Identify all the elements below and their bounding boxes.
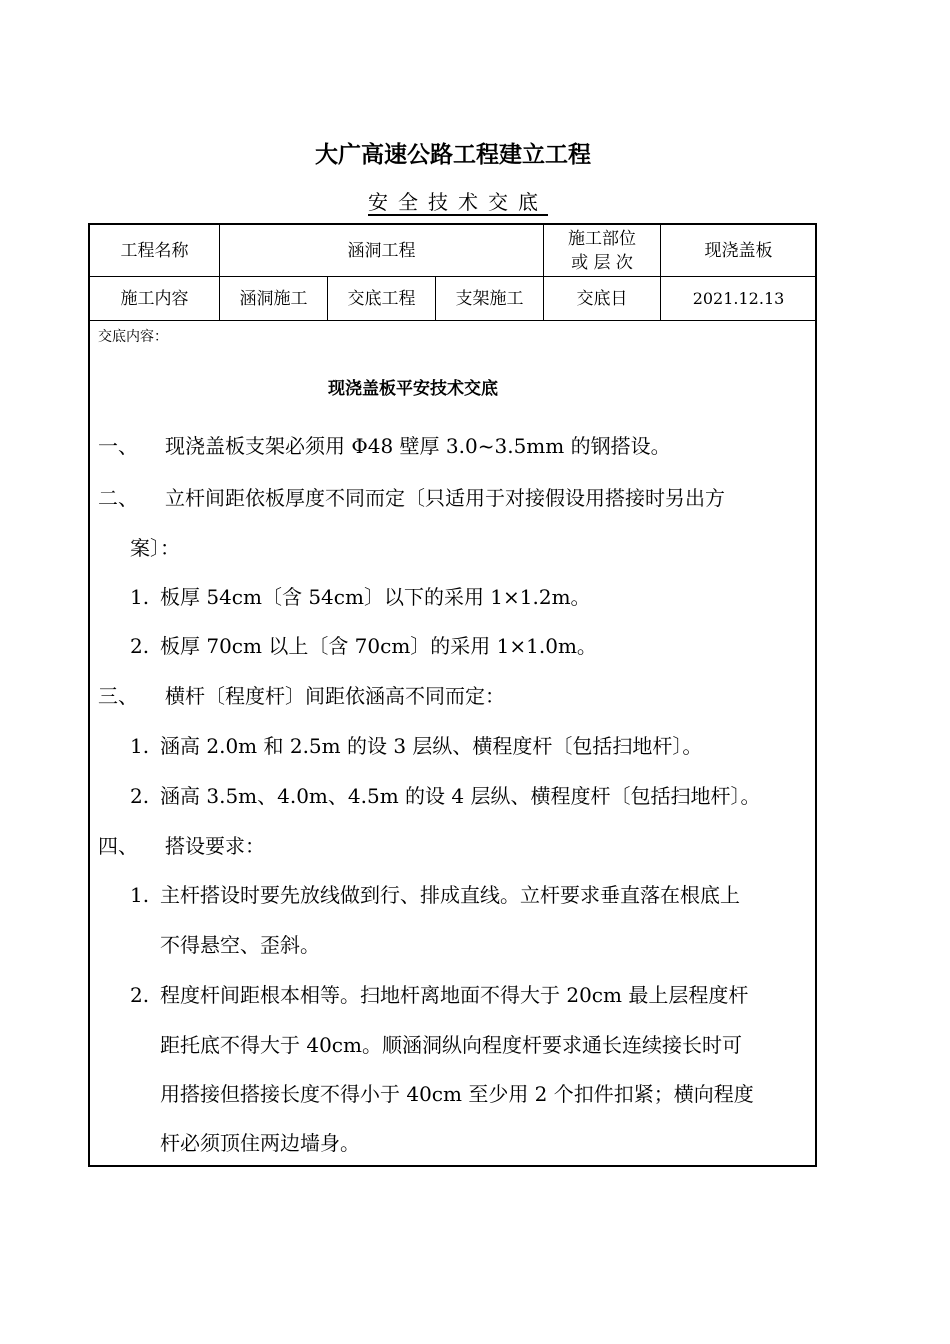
- section-3-item-2-number: 2.: [130, 784, 150, 808]
- disclosure-project-value: 支架施工: [455, 288, 524, 309]
- content-title: 现浇盖板平安技术交底: [328, 379, 498, 399]
- construction-location-label: [544, 225, 660, 276]
- section-2-text-line1: 立杆间距依板厚度不同而定〔只适用于对接假设用搭接时另出方: [165, 486, 725, 510]
- section-2-item-1-number: 1.: [130, 585, 150, 609]
- section-4-item-1-number: 1.: [130, 883, 150, 907]
- construction-content-label: 施工内容: [120, 288, 189, 309]
- document-title: 大广高速公路工程建立工程: [315, 142, 591, 168]
- section-4-text: 搭设要求：: [165, 834, 265, 858]
- document-subtitle: [0, 186, 906, 215]
- section-1-text: 现浇盖板支架必须用 Φ48 壁厚 3.0~3.5mm 的钢搭设。: [165, 434, 671, 458]
- section-2-number: 二、: [98, 486, 138, 510]
- section-4-number: 四、: [98, 834, 138, 858]
- section-2-item-1-text: 板厚 54cm〔含 54cm〕以下的采用 1×1.2m。: [160, 585, 591, 609]
- project-name-value: 涵洞工程: [347, 240, 416, 261]
- section-2-item-2-number: 2.: [130, 634, 150, 658]
- section-3-item-2-text: 涵高 3.5m、4.0m、4.5m 的设 4 层纵、横程度杆〔包括扫地杆〕。: [160, 784, 761, 808]
- construction-location-value: 现浇盖板: [704, 240, 773, 261]
- section-1-number: 一、: [98, 434, 138, 458]
- location-label-line1: 施工部位: [568, 228, 636, 249]
- section-4-item-2-line1: 程度杆间距根本相等。扫地杆离地面不得大于 20cm 最上层程度杆: [160, 983, 749, 1007]
- project-name-label: 工程名称: [120, 240, 189, 261]
- section-4-item-1-line1: 主杆搭设时要先放线做到行、排成直线。立杆要求垂直落在根底上: [160, 883, 740, 907]
- section-3-item-1-number: 1.: [130, 734, 150, 758]
- disclosure-project-label: 交底工程: [347, 288, 416, 309]
- section-3-number: 三、: [98, 684, 138, 708]
- row-divider-2: [89, 320, 816, 321]
- section-4-item-2-line4: 杆必须顶住两边墙身。: [160, 1131, 360, 1155]
- content-label: 交底内容：: [98, 329, 168, 345]
- section-2-item-2-text: 板厚 70cm 以上〔含 70cm〕的采用 1×1.0m。: [160, 634, 597, 658]
- section-3-item-1-text: 涵高 2.0m 和 2.5m 的设 3 层纵、横程度杆〔包括扫地杆〕。: [160, 734, 703, 758]
- location-label-line2: 或 层 次: [571, 252, 633, 273]
- section-4-item-2-number: 2.: [130, 983, 150, 1007]
- disclosure-date-label: 交底日: [576, 288, 628, 309]
- section-3-text: 横杆〔程度杆〕间距依涵高不同而定：: [165, 684, 505, 708]
- section-4-item-2-line3: 用搭接但搭接长度不得小于 40cm 至少用 2 个扣件扣紧；横向程度: [160, 1082, 754, 1106]
- section-2-text-line2: 案〕：: [130, 536, 180, 560]
- construction-content-value: 涵洞施工: [239, 288, 308, 309]
- disclosure-date-value: 2021.12.13: [692, 288, 785, 308]
- section-4-item-2-line2: 距托底不得大于 40cm。顺涵洞纵向程度杆要求通长连续接长时可: [160, 1033, 742, 1057]
- subtitle-text: 安全技术交底: [368, 190, 548, 214]
- section-4-item-1-line2: 不得悬空、歪斜。: [160, 933, 320, 957]
